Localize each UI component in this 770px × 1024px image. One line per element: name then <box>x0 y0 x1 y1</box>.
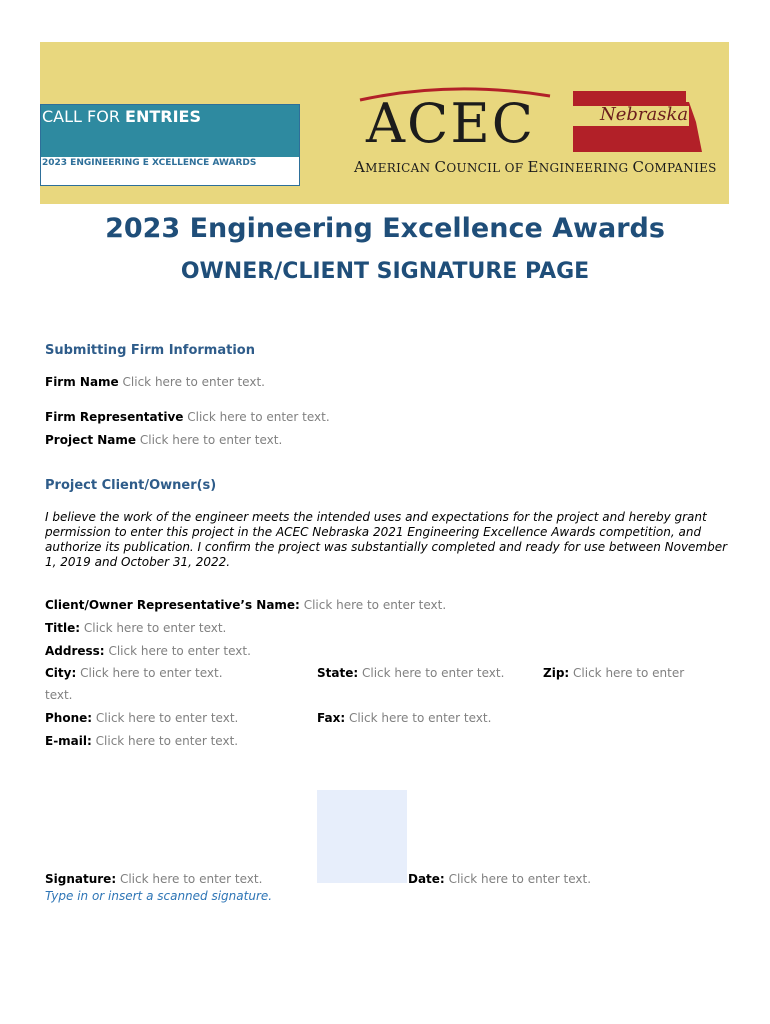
call-for-entries-box <box>40 104 300 186</box>
client-address-row <box>45 644 251 658</box>
signature-row <box>45 872 262 886</box>
signature-hint: Type in or insert a scanned signature. <box>45 889 273 903</box>
client-zip-field-continued[interactable]: text. <box>45 688 73 702</box>
client-rep-label: Client/Owner Representative’s Name: <box>45 598 300 612</box>
client-title-label: Title: <box>45 621 81 635</box>
logo-acec-text: ACEC <box>366 92 536 155</box>
call-for-entries-title: CALL FOR ENTRIES <box>42 107 201 126</box>
signature-field[interactable]: Click here to enter text. <box>119 872 263 886</box>
firm-section-heading: Submitting Firm Information <box>45 343 255 358</box>
page-subtitle: OWNER/CLIENT SIGNATURE PAGE <box>180 259 590 284</box>
client-fax-label: Fax: <box>317 711 346 725</box>
client-city-field[interactable]: Click here to enter text. <box>80 666 223 680</box>
firm-name-field[interactable]: Click here to enter text. <box>122 375 265 389</box>
client-rep-field[interactable]: Click here to enter text. <box>303 598 447 612</box>
firm-rep-label: Firm Representative <box>45 410 184 424</box>
client-address-label: Address: <box>45 644 105 658</box>
call-for-entries-subtitle: 2023 ENGINEERING E XCELLENCE AWARDS <box>42 158 257 168</box>
logo-nebraska-text: Nebraska <box>600 104 689 125</box>
firm-rep-row <box>45 410 330 424</box>
firm-name-label: Firm Name <box>45 375 119 389</box>
client-phone-label: Phone: <box>45 711 93 725</box>
client-state-field[interactable]: Click here to enter text. <box>361 666 505 680</box>
date-field[interactable]: Click here to enter text. <box>448 872 592 886</box>
client-address-field[interactable]: Click here to enter text. <box>108 644 251 658</box>
client-fax-field[interactable]: Click here to enter text. <box>348 711 492 725</box>
signature-image-box[interactable] <box>317 790 407 883</box>
client-phone-field[interactable]: Click here to enter text. <box>95 711 239 725</box>
firm-name-row <box>45 375 265 389</box>
client-state-label: State: <box>317 666 359 680</box>
client-city-label: City: <box>45 666 77 680</box>
page-title: 2023 Engineering Excellence Awards <box>105 213 665 244</box>
firm-rep-field[interactable]: Click here to enter text. <box>187 410 330 424</box>
signature-label: Signature: <box>45 872 117 886</box>
project-name-label: Project Name <box>45 433 137 447</box>
logo-council-text: AMERICAN COUNCIL OF ENGINEERING COMPANIES <box>354 158 717 176</box>
client-state-row <box>317 666 504 680</box>
acec-nebraska-logo <box>352 82 717 182</box>
project-name-field[interactable]: Click here to enter text. <box>139 433 283 447</box>
client-section-heading: Project Client/Owner(s) <box>45 478 217 493</box>
client-zip-row <box>543 666 684 680</box>
project-name-row <box>45 433 282 447</box>
client-email-field[interactable]: Click here to enter text. <box>95 734 239 748</box>
client-email-row <box>45 734 238 748</box>
client-email-label: E-mail: <box>45 734 92 748</box>
client-city-row <box>45 666 223 680</box>
client-rep-row <box>45 598 446 612</box>
client-title-row <box>45 621 226 635</box>
client-zip-field[interactable]: Click here to enter <box>573 666 685 680</box>
date-row <box>408 872 591 886</box>
client-statement: I believe the work of the engineer meets the intended uses and expectations for the project and hereby grant permission to enter this project in the ACEC Nebraska 2021 Engineering Excellence Awards competition, and authorize its publication. I confirm the project was substantially completed and ready for use between November 1, 2019 and October 31, 2022. <box>45 510 728 569</box>
client-fax-row <box>317 711 491 725</box>
date-label: Date: <box>408 872 445 886</box>
client-phone-row <box>45 711 238 725</box>
client-zip-label: Zip: <box>543 666 570 680</box>
client-title-field[interactable]: Click here to enter text. <box>83 621 227 635</box>
